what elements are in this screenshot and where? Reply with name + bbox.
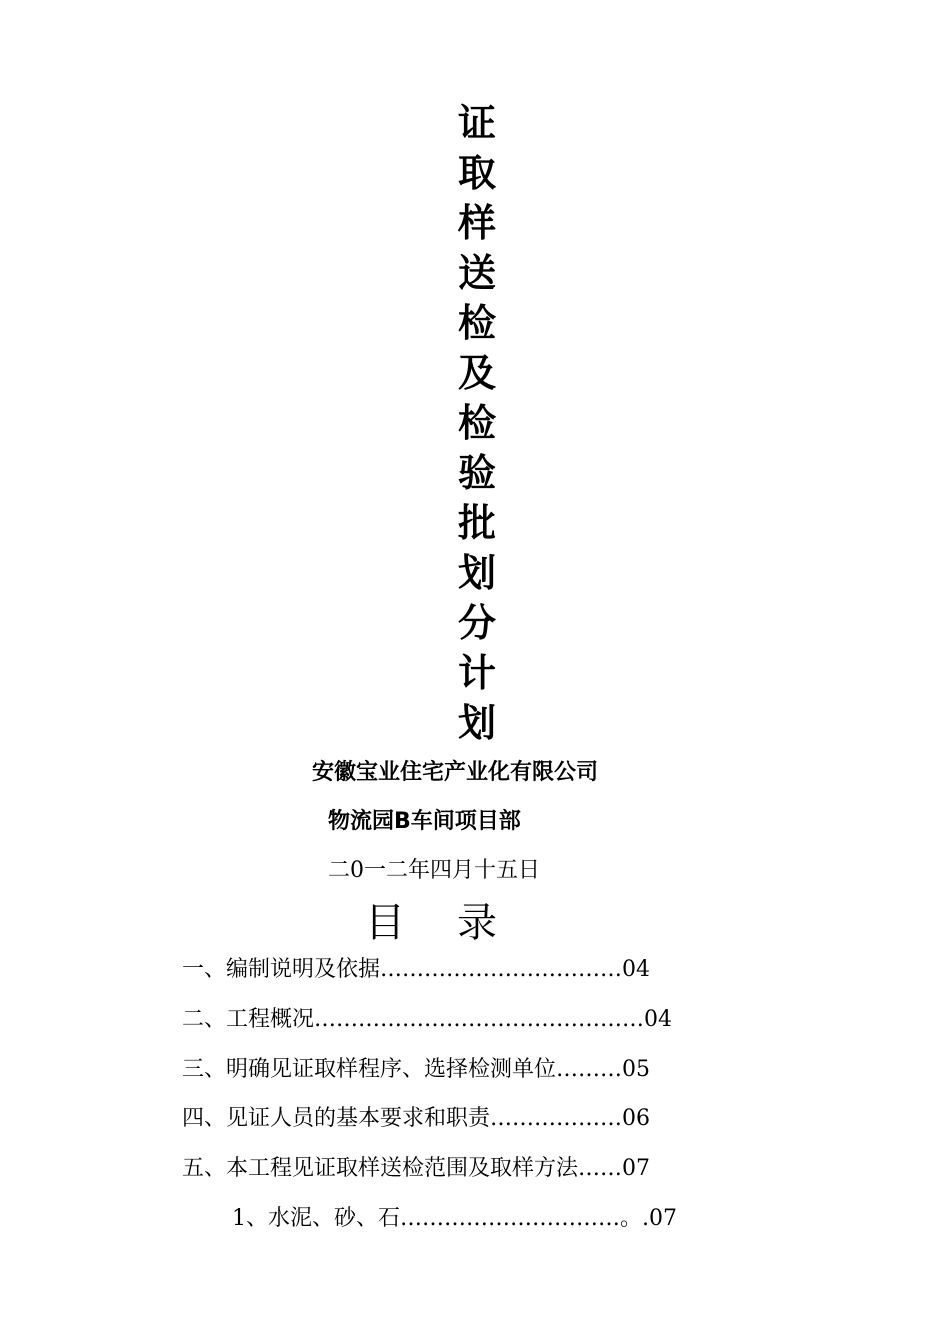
title-char: 划 [457,701,496,745]
company-name: 安徽宝业住宅产业化有限公司 [312,760,599,785]
toc-subitem: 1、水泥、砂、石…………………………。.07 [232,1206,677,1231]
toc-item: 一、编制说明及依据……………………………04 [182,957,650,982]
title-char: 批 [457,501,496,545]
title-char: 证 [457,101,496,145]
title-char: 计 [457,651,496,695]
toc-item: 二、工程概况………………………………………04 [182,1007,672,1032]
title-char: 样 [457,201,496,245]
title-char: 验 [457,451,496,495]
toc-item: 五、本工程见证取样送检范围及取样方法……07 [182,1156,650,1181]
title-char: 取 [457,151,496,195]
department-name: 物流园B车间项目部 [328,809,521,834]
title-char: 及 [457,351,496,395]
document-date: 二0一二年四月十五日 [328,858,540,883]
title-char: 划 [457,551,496,595]
toc-item: 三、明确见证取样程序、选择检测单位………05 [182,1057,650,1082]
document-title-vertical [452,98,502,748]
title-char: 送 [457,251,496,295]
title-char: 检 [457,401,496,445]
title-char: 分 [457,601,496,645]
toc-item: 四、见证人员的基本要求和职责………………06 [182,1106,650,1131]
title-char: 检 [457,301,496,345]
toc-heading: 目录 [365,900,549,946]
